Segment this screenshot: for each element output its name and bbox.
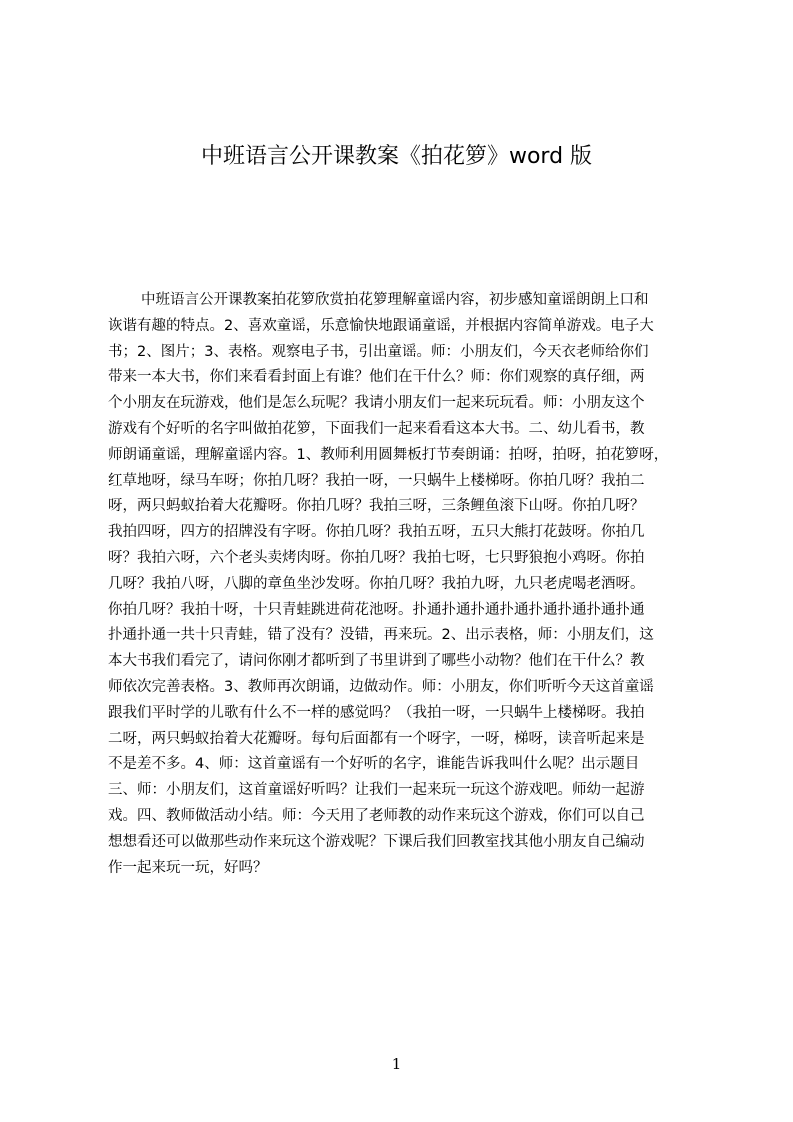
- paragraph-line: 红草地呀，绿马车呀；你拍几呀？我拍一呀，一只蜗牛上楼梯呀。你拍几呀？我拍二: [108, 472, 645, 489]
- paragraph-line: 游戏有个好听的名字叫做拍花箩，下面我们一起来看看这本大书。二、幼儿看书，教: [108, 420, 645, 437]
- paragraph-line: 诙谐有趣的特点。2、喜欢童谣，乐意愉快地跟诵童谣，并根据内容简单游戏。电子大: [108, 317, 654, 334]
- paragraph-line: 二呀，两只蚂蚁抬着大花瓣呀。每句后面都有一个呀字，一呀，梯呀，读音听起来是: [108, 730, 645, 747]
- paragraph-line: 师依次完善表格。3、教师再次朗诵，边做动作。师：小朋友，你们听听今天这首童谣: [108, 678, 654, 695]
- paragraph-line: 跟我们平时学的儿歌有什么不一样的感觉吗？（我拍一呀，一只蜗牛上楼梯呀。我拍: [108, 704, 645, 721]
- paragraph-line: 扑通扑通一共十只青蛙，错了没有？没错，再来玩。2、出示表格，师：小朋友们，这: [108, 627, 654, 644]
- paragraph-line: 呀，两只蚂蚁抬着大花瓣呀。你拍几呀？我拍三呀，三条鲤鱼滚下山呀。你拍几呀？: [108, 498, 645, 515]
- paragraph-line: 三、师：小朋友们，这首童谣好听吗？让我们一起来玩一玩这个游戏吧。师幼一起游: [108, 782, 645, 799]
- paragraph-line: 本大书我们看完了，请问你刚才都听到了书里讲到了哪些小动物？他们在干什么？教: [108, 653, 645, 670]
- paragraph-line: 带来一本大书，你们来看看封面上有谁？他们在干什么？师：你们观察的真仔细，两: [108, 369, 645, 386]
- paragraph-line: 作一起来玩一玩，好吗？: [108, 859, 268, 876]
- paragraph-line: 戏。四、教师做活动小结。师：今天用了老师教的动作来玩这个游戏，你们可以自己: [108, 807, 645, 824]
- paragraph-line: 我拍四呀，四方的招牌没有字呀。你拍几呀？我拍五呀，五只大熊打花鼓呀。你拍几: [108, 524, 645, 541]
- paragraph-line: 想想看还可以做那些动作来玩这个游戏呢？下课后我们回教室找其他小朋友自己编动: [108, 833, 645, 850]
- paragraph-line: 书；2、图片；3、表格。观察电子书，引出童谣。师：小朋友们，今天衣老师给你们: [108, 343, 649, 360]
- body-paragraph: [108, 288, 698, 881]
- document-title: 中班语言公开课教案《拍花箩》word 版: [200, 144, 593, 169]
- paragraph-line: 你拍几呀？我拍十呀，十只青蛙跳进荷花池呀。扑通扑通扑通扑通扑通扑通扑通扑通: [108, 601, 645, 618]
- page-number: 1: [391, 1055, 402, 1073]
- paragraph-line: 个小朋友在玩游戏，他们是怎么玩呢？我请小朋友们一起来玩玩看。师：小朋友这个: [108, 395, 645, 412]
- paragraph-line: 不是差不多。4、师：这首童谣有一个好听的名字，谁能告诉我叫什么呢？出示题目: [108, 756, 640, 773]
- paragraph-line: 中班语言公开课教案拍花箩欣赏拍花箩理解童谣内容，初步感知童谣朗朗上口和: [141, 292, 649, 308]
- paragraph-line: 师朗诵童谣，理解童谣内容。1、教师利用圆舞板打节奏朗诵：拍呀，拍呀，拍花箩呀，: [108, 446, 669, 463]
- paragraph-line: 几呀？我拍八呀，八脚的章鱼坐沙发呀。你拍几呀？我拍九呀，九只老虎喝老酒呀。: [108, 575, 645, 592]
- paragraph-line: 呀？我拍六呀，六个老头卖烤肉呀。你拍几呀？我拍七呀，七只野狼抱小鸡呀。你拍: [108, 549, 645, 566]
